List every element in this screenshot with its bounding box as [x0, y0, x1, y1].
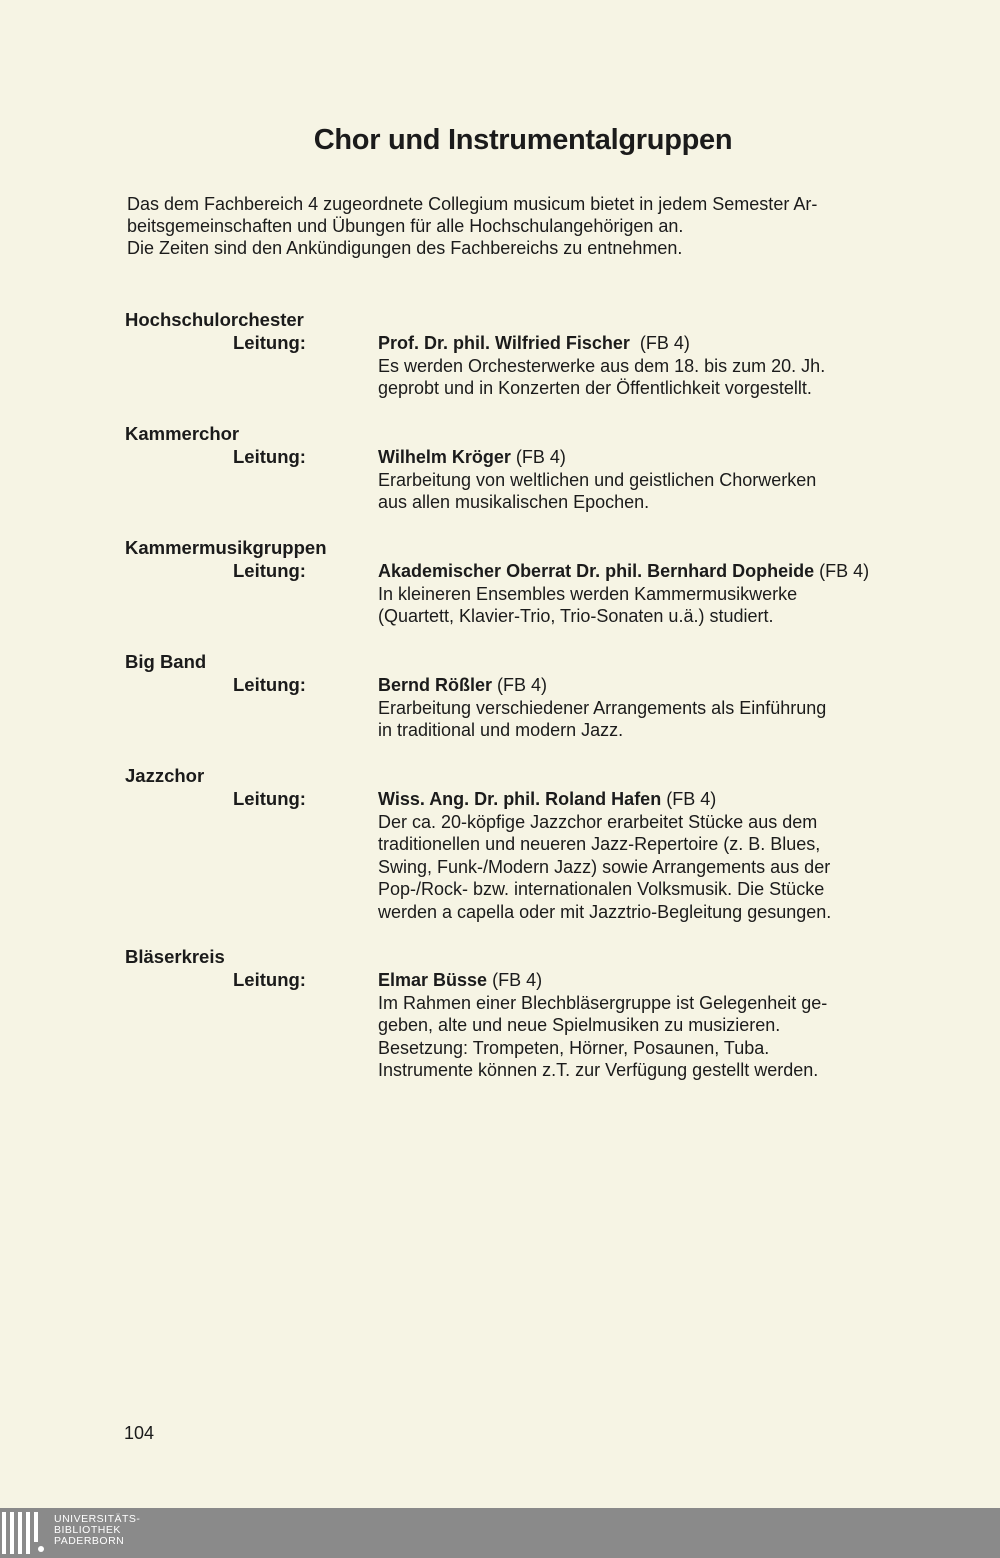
description-line: Im Rahmen einer Blechbläsergruppe ist Gelegenheit ge-	[378, 992, 828, 1013]
library-footer-bar	[0, 1508, 1000, 1558]
description-line: In kleineren Ensembles werden Kammermusikwerke	[378, 583, 798, 604]
director-line	[378, 788, 938, 811]
department: (FB 4)	[497, 675, 548, 695]
description-line: Der ca. 20-köpfige Jazzchor erarbeitet Stücke aus dem	[378, 811, 818, 832]
description-line: (Quartett, Klavier-Trio, Trio-Sonaten u.ä.) studiert.	[378, 606, 774, 627]
leitung-label: Leitung:	[233, 788, 306, 809]
page-number: 104	[124, 1423, 155, 1443]
description-line: Besetzung: Trompeten, Hörner, Posaunen, Tuba.	[378, 1037, 770, 1058]
section-detail	[378, 788, 938, 924]
logo-line: BIBLIOTHEK	[54, 1524, 121, 1536]
director-line	[378, 446, 938, 469]
department: (FB 4)	[515, 447, 566, 467]
director-name: Wiss. Ang. Dr. phil. Roland Hafen	[378, 789, 662, 809]
description-line: Erarbeitung von weltlichen und geistlichen Chorwerken	[378, 469, 817, 490]
leitung-label: Leitung:	[233, 674, 306, 695]
page-title: Chor und Instrumentalgruppen	[313, 124, 733, 156]
leitung-label: Leitung:	[233, 969, 306, 990]
department: (FB 4)	[639, 333, 690, 353]
intro-line: beitsgemeinschaften und Übungen für alle Hochschulangehörigen an.	[127, 216, 684, 236]
leitung-label: Leitung:	[233, 332, 306, 353]
department: (FB 4)	[819, 561, 870, 581]
description-line: Swing, Funk-/Modern Jazz) sowie Arrangements aus der	[378, 856, 831, 877]
section-title: Bläserkreis	[125, 946, 225, 967]
director-line	[378, 332, 938, 355]
intro-line: Das dem Fachbereich 4 zugeordnete Collegium musicum bietet in jedem Semester Ar-	[127, 194, 818, 214]
director-line	[378, 560, 938, 583]
leitung-label: Leitung:	[233, 560, 306, 581]
section-title: Jazzchor	[125, 765, 205, 786]
director-name: Wilhelm Kröger	[378, 447, 511, 467]
logo-dot-icon	[38, 1546, 44, 1552]
section-detail	[378, 560, 938, 628]
description-line: geprobt und in Konzerten der Öffentlichkeit vorgestellt.	[378, 378, 812, 399]
intro-paragraph	[127, 193, 927, 259]
section-title: Big Band	[125, 651, 207, 672]
section-title: Kammermusikgruppen	[125, 537, 327, 558]
description-line: geben, alte und neue Spielmusiken zu musizieren.	[378, 1015, 781, 1036]
logo-line: UNIVERSITÄTS-	[54, 1513, 141, 1525]
director-line	[378, 674, 938, 697]
description-line: Pop-/Rock- bzw. internationalen Volksmusik. Die Stücke	[378, 879, 825, 900]
library-logo-text	[54, 1514, 140, 1547]
intro-line: Die Zeiten sind den Ankündigungen des Fachbereichs zu entnehmen.	[127, 238, 683, 258]
description-line: Es werden Orchesterwerke aus dem 18. bis zum 20. Jh.	[378, 355, 826, 376]
section-title: Kammerchor	[125, 423, 240, 444]
description-line: werden a capella oder mit Jazztrio-Begleitung gesungen.	[378, 901, 832, 922]
director-line	[378, 969, 938, 992]
description-line: Erarbeitung verschiedener Arrangements als Einführung	[378, 697, 827, 718]
director-name: Elmar Büsse	[378, 970, 488, 990]
description-line: Instrumente können z.T. zur Verfügung gestellt werden.	[378, 1060, 819, 1081]
description-line: traditionellen und neueren Jazz-Repertoire (z. B. Blues,	[378, 834, 821, 855]
department: (FB 4)	[492, 970, 543, 990]
director-name: Akademischer Oberrat Dr. phil. Bernhard Dopheide	[378, 561, 815, 581]
section-detail	[378, 674, 938, 742]
description-line: in traditional und modern Jazz.	[378, 720, 624, 741]
section-detail	[378, 969, 938, 1082]
director-name: Bernd Rößler	[378, 675, 493, 695]
section-title: Hochschulorchester	[125, 309, 304, 330]
director-name: Prof. Dr. phil. Wilfried Fischer	[378, 333, 630, 353]
department: (FB 4)	[666, 789, 717, 809]
logo-line: PADERBORN	[54, 1535, 125, 1547]
section-detail	[378, 332, 938, 400]
leitung-label: Leitung:	[233, 446, 306, 467]
description-line: aus allen musikalischen Epochen.	[378, 492, 650, 513]
section-detail	[378, 446, 938, 514]
